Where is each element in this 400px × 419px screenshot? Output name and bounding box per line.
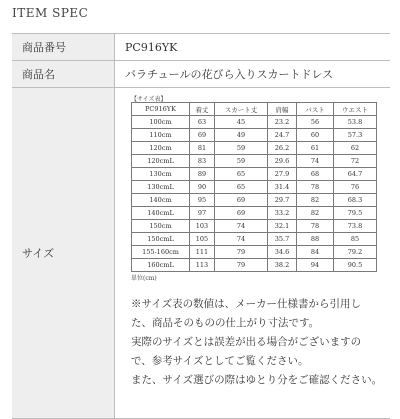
size-table-cell: 78 [297, 220, 334, 233]
size-table-row [132, 194, 377, 207]
size-table-cell: 59 [215, 155, 268, 168]
size-table-cell: 113 [190, 259, 215, 272]
column-header: バスト [297, 103, 334, 116]
size-table-cell: 120cm [132, 142, 190, 155]
size-table-cell: 64.7 [334, 168, 377, 181]
size-table-cell: 89 [190, 168, 215, 181]
product-code-value: PC916YK [115, 34, 391, 61]
size-table-cell: 69 [215, 207, 268, 220]
product-name-value: バラチュールの花びら入りスカートドレス [115, 61, 391, 88]
size-table-cell: 29.7 [268, 194, 297, 207]
size-table-cell: 73.8 [334, 220, 377, 233]
size-table-cell: 72 [334, 155, 377, 168]
page-title: ITEM SPEC [12, 6, 89, 20]
size-table-cell: 103 [190, 220, 215, 233]
size-table-cell: 94 [297, 259, 334, 272]
size-table [131, 102, 377, 272]
size-table-cell: 130cm [132, 168, 190, 181]
column-header: 着丈 [190, 103, 215, 116]
size-table-cell: 74 [215, 220, 268, 233]
size-table-cell: 95 [190, 194, 215, 207]
size-table-cell: 29.6 [268, 155, 297, 168]
unit-note: 単位(cm) [131, 275, 157, 282]
size-table-cell: 62 [334, 142, 377, 155]
size-table-row [132, 155, 377, 168]
column-header: スカート丈 [215, 103, 268, 116]
size-table-cell: 100cm [132, 116, 190, 129]
size-table-cell: 53.8 [334, 116, 377, 129]
size-table-cell: 23.2 [268, 116, 297, 129]
size-table-cell: 65 [215, 168, 268, 181]
size-table-header-row [132, 103, 377, 116]
product-code-label: 商品番号 [12, 34, 115, 61]
size-table-cell: 27.9 [268, 168, 297, 181]
size-table-cell: 79 [215, 259, 268, 272]
size-table-row [132, 116, 377, 129]
column-header: ウエスト [334, 103, 377, 116]
size-table-cell: 69 [190, 129, 215, 142]
size-table-cell: 68.3 [334, 194, 377, 207]
size-table-cell: 74 [215, 233, 268, 246]
size-table-row [132, 142, 377, 155]
size-label: サイズ [12, 88, 115, 419]
size-table-cell: 68 [297, 168, 334, 181]
note-line: また、サイズ選びの際はゆとり分をご確認ください。 [131, 374, 383, 386]
size-table-cell: 79.5 [334, 207, 377, 220]
size-table-row [132, 259, 377, 272]
size-table-cell: 79 [215, 246, 268, 259]
size-table-cell: 79.2 [334, 246, 377, 259]
size-table-cell: 78 [297, 181, 334, 194]
size-table-cell: 35.7 [268, 233, 297, 246]
size-table-cell: 140cmL [132, 207, 190, 220]
size-table-cell: 90.5 [334, 259, 377, 272]
size-table-row [132, 233, 377, 246]
size-table-cell: 45 [215, 116, 268, 129]
size-table-cell: 155-160cm [132, 246, 190, 259]
size-table-cell: 83 [190, 155, 215, 168]
size-table-cell: 56 [297, 116, 334, 129]
column-header: 肩幅 [268, 103, 297, 116]
size-table-row [132, 181, 377, 194]
item-spec-table [12, 33, 390, 419]
size-table-cell: 38.2 [268, 259, 297, 272]
size-table-cell: 97 [190, 207, 215, 220]
note-line: 実際のサイズとは誤差が出る場合がございますの [131, 336, 362, 348]
note-line: ※サイズ表の数値は、メーカー仕様書から引用し [131, 298, 361, 310]
size-table-cell: 57.3 [334, 129, 377, 142]
size-table-cell: 160cmL [132, 259, 190, 272]
product-code-row [12, 34, 390, 61]
size-table-cell: 120cmL [132, 155, 190, 168]
size-table-cell: 74 [297, 155, 334, 168]
size-table-cell: 24.7 [268, 129, 297, 142]
size-table-cell: 65 [215, 181, 268, 194]
size-table-cell: 105 [190, 233, 215, 246]
size-table-row [132, 168, 377, 181]
size-table-cell: 34.6 [268, 246, 297, 259]
size-table-cell: 33.2 [268, 207, 297, 220]
size-table-row [132, 207, 377, 220]
size-table-cell: 76 [334, 181, 377, 194]
size-table-cell: 60 [297, 129, 334, 142]
size-table-cell: 150cm [132, 220, 190, 233]
size-table-cell: 82 [297, 207, 334, 220]
size-table-cell: 49 [215, 129, 268, 142]
size-table-cell: 111 [190, 246, 215, 259]
size-table-row [132, 129, 377, 142]
size-table-cell: 88 [297, 233, 334, 246]
size-table-cell: 110cm [132, 129, 190, 142]
product-name-row [12, 61, 390, 88]
note-line: で、参考サイズとしてご覧ください。 [131, 355, 309, 367]
size-table-cell: 61 [297, 142, 334, 155]
size-table-cell: 84 [297, 246, 334, 259]
size-table-cell: 26.2 [268, 142, 297, 155]
size-table-row [132, 220, 377, 233]
size-table-row [132, 246, 377, 259]
size-table-cell: 32.1 [268, 220, 297, 233]
product-name-label: 商品名 [12, 61, 115, 88]
notes [131, 295, 390, 390]
size-table-cell: 59 [215, 142, 268, 155]
size-table-cell: 140cm [132, 194, 190, 207]
size-table-cell: 81 [190, 142, 215, 155]
size-table-caption: 【サイズ表】 [131, 96, 167, 103]
size-table-cell: 63 [190, 116, 215, 129]
size-table-cell: 69 [215, 194, 268, 207]
size-table-cell: 85 [334, 233, 377, 246]
size-table-cell: 31.4 [268, 181, 297, 194]
size-row [12, 88, 390, 419]
size-table-cell: 150cmL [132, 233, 190, 246]
size-table-cell: 82 [297, 194, 334, 207]
size-table-cell: 90 [190, 181, 215, 194]
size-cell [115, 88, 391, 419]
note-line: た、商品そのものの仕上がり寸法です。 [131, 317, 320, 329]
size-table-cell: 130cmL [132, 181, 190, 194]
column-header: PC916YK [132, 103, 190, 116]
